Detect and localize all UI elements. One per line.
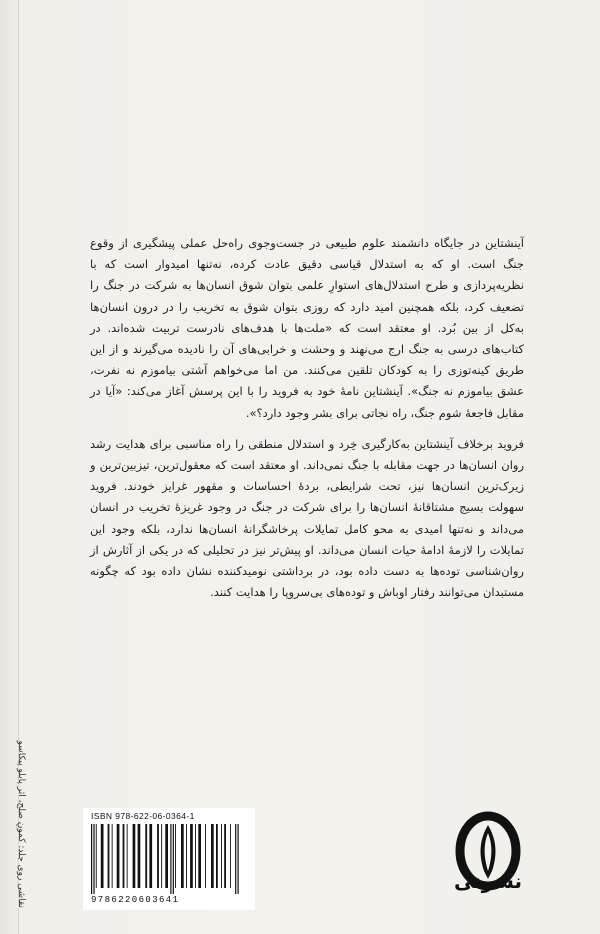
cover-blurb <box>90 233 524 603</box>
isbn-barcode <box>83 808 255 910</box>
cover-art-credit: نقاشی روی جلد: کمونِ صلح، اثر پابلو پیکاسو <box>16 740 26 908</box>
barcode-bars <box>89 824 249 894</box>
barcode-digits: 9786220603641 <box>91 895 180 905</box>
isbn-label: ISBN 978-622-06-0364-1 <box>91 811 195 821</box>
nashr-ney-reed-icon <box>452 790 524 916</box>
publisher-name: نشرنی <box>453 869 523 893</box>
blurb-paragraph-freud: فروید برخلاف آینشتاین به‌کارگیری خِرد و استدلال منطقی را راه مناسبی برای هدایت رشد روان انسان‌ها در جهت مقابله با جنگ نمی‌داند. او معتقد است که معقول‌ترین، تیزبین‌ترین و زیرک‌ترین انسان‌ها نیز، تحت شرایطی، بردهٔ احساسات و مقهور غرایز خودند. فروید سهولت بسیج مشتاقانهٔ انسان‌ها را برای شرکت در جنگ در وجود غریزهٔ تخریب در انسان می‌داند و نه‌تنها امیدی به محو کامل تمایلات پرخاشگرانهٔ انسان‌ها ندارد، بلکه وجود این تمایلات را لازمهٔ ادامهٔ حیات انسان می‌داند. او پیش‌تر نیز در تحلیلی که در یکی از آثارش از روان‌شناسی توده‌ها به دست داده بود، در برداشتی نومیدکننده نشان داده بود که چگونه مستبدان می‌توانند رفتار اوباش و توده‌های بی‌سروپا را هدایت کنند. <box>90 436 524 600</box>
blurb-paragraph-einstein: آینشتاین در جایگاه دانشمند علوم طبیعی در جست‌وجوی راه‌حل عملی پیشگیری از وقوع جنگ است. او که به استدلال قیاسی دقیق عادت کرده، نه‌تنها امیدوار است که با نظریه‌پردازی و طرح استدلال‌های استوارِ علمی بتوان شوق انسان‌ها به شرکت در جنگ را تضعیف کرد، بلکه همچنین امید دارد که روزی بتوان شوق به تخریب را در درون انسان‌ها به‌کل از بین بُرد. او معتقد است که «ملت‌ها با هدف‌های نادرست تربیت شده‌اند. در کتاب‌های درسی به جنگ ارج می‌نهند و وحشت و خرابی‌های آن را نادیده می‌گیرند و از این طریق کینه‌توزی را به کودکان تلقین می‌کنند. من اما می‌خواهم آشتی بیاموزم نه نفرت، عشق بیاموزم نه جنگ». آینشتاین نامهٔ خود به فروید را با این پرسش آغاز می‌کند: «آیا در مقابل فاجعهٔ شوم جنگ، راه نجاتی برای بشر وجود دارد؟». <box>90 236 524 420</box>
